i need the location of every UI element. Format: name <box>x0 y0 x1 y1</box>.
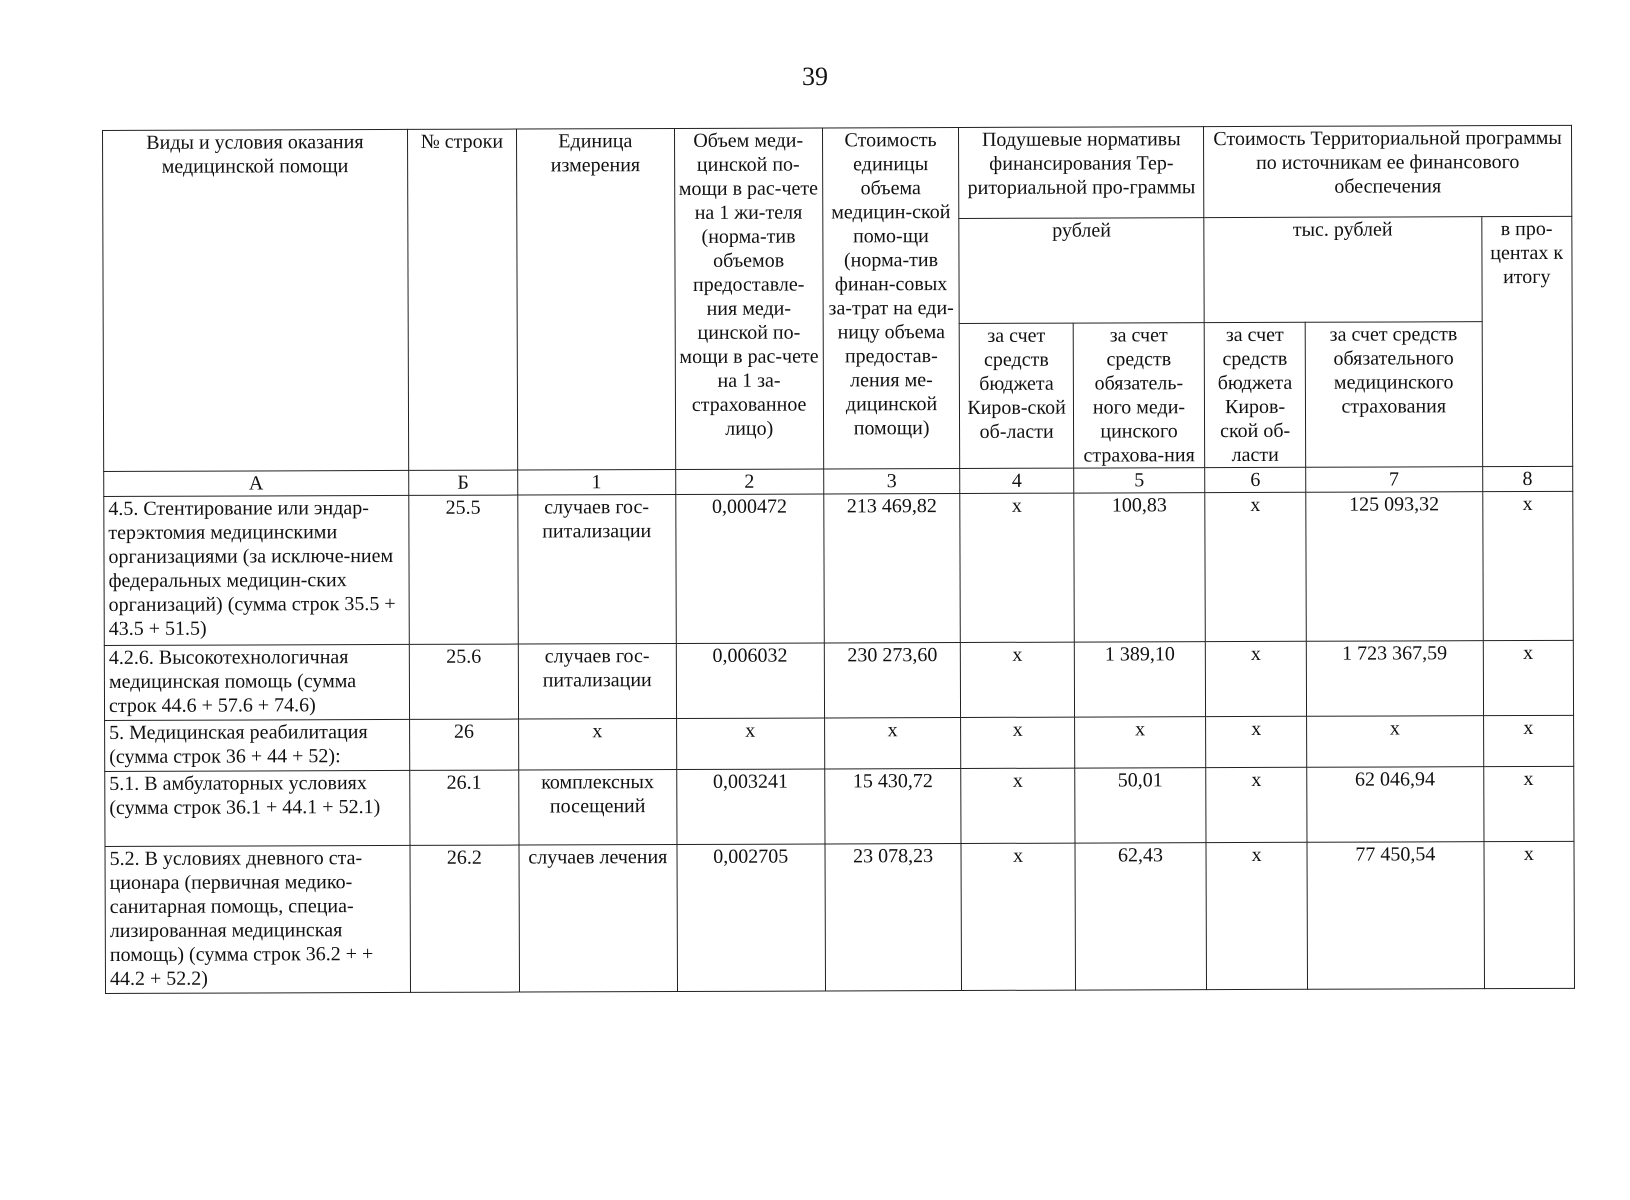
financing-table-container <box>102 125 1575 994</box>
row-number: 26.1 <box>409 770 519 845</box>
row-volume: 0,002705 <box>677 844 826 992</box>
row-unit: х <box>519 718 677 770</box>
column-number: 8 <box>1482 466 1573 491</box>
row-number: 26.2 <box>410 845 520 992</box>
header-cost: Стоимость единицы объема медицин-ской помо-щи (норма-тив финан-совых за-трат на еди-ницу объема предостав-ления ме-дицинской помощи) <box>822 128 960 469</box>
table-row <box>105 841 1575 993</box>
header-row-no: № строки <box>407 129 517 470</box>
row-pc-budget: х <box>961 843 1075 990</box>
row-volume: х <box>676 718 824 770</box>
row-pr-oms: 125 093,32 <box>1306 492 1483 642</box>
column-number: 4 <box>960 468 1074 493</box>
row-unit: случаев гос-питализации <box>518 643 676 719</box>
row-pr-oms: 62 046,94 <box>1307 767 1484 843</box>
row-cost: 230 273,60 <box>824 643 961 718</box>
row-pc-budget: х <box>961 642 1075 717</box>
row-pc-oms: х <box>1074 717 1206 768</box>
row-type: 5.2. В условиях дневного ста-ционара (первичная медико-санитарная помощь, специа-лизированная медицинская помощь) (сумма строк 36.2 + + 44.2 + 52.2) <box>105 845 410 993</box>
row-pc-oms: 50,01 <box>1075 768 1207 843</box>
table-row <box>105 715 1574 771</box>
row-type: 4.2.6. Высокотехнологичная медицинская помощь (сумма строк 44.6 + 57.6 + 74.6) <box>104 644 409 720</box>
row-type: 5. Медицинская реабилитация (сумма строк 36 + 44 + 52): <box>105 719 410 771</box>
header-pc-oms: за счет средств обязатель-ного меди-цинского страхова-ния <box>1073 323 1205 468</box>
row-percent: х <box>1483 715 1574 766</box>
header-program-cost-group: Стоимость Территориальной программы по источникам ее финансового обеспечения <box>1204 125 1572 217</box>
column-number: 7 <box>1306 467 1483 493</box>
page-number: 39 <box>802 62 828 91</box>
row-number: 26 <box>409 719 518 770</box>
column-number: 1 <box>518 470 676 496</box>
financing-table <box>102 125 1575 994</box>
row-percent: х <box>1483 640 1574 715</box>
row-percent: х <box>1483 766 1574 841</box>
row-percent: х <box>1484 841 1575 988</box>
column-number: А <box>104 470 409 496</box>
row-pr-oms: х <box>1307 716 1484 768</box>
header-percent: в про-центах к итогу <box>1481 216 1572 466</box>
row-pc-budget: х <box>961 717 1075 768</box>
row-volume: 0,006032 <box>676 643 824 719</box>
table-row <box>104 640 1573 720</box>
row-unit: комплексных посещений <box>519 769 677 845</box>
row-pc-oms: 100,83 <box>1074 493 1206 642</box>
header-volume: Объем меди-цинской по-мощи в рас-чете на 1 жи-теля (норма-тив объемов предоставле-ния меди-цинской по-мощи в рас-чете на 1 за-страхованное лицо) <box>674 128 823 470</box>
row-pr-budget: х <box>1206 767 1307 842</box>
row-type: 4.5. Стентирование или эндар-терэктомия медицинскими организациями (за исключе-нием федеральных медицин-ских организаций) (сумма строк 35.5 + 43.5 + 51.5) <box>104 495 409 645</box>
column-number: 2 <box>675 469 823 495</box>
row-percent: х <box>1482 491 1573 640</box>
row-volume: 0,003241 <box>676 769 824 845</box>
header-row-1 <box>103 125 1572 221</box>
row-cost: 213 469,82 <box>824 494 961 643</box>
header-rubles: рублей <box>959 218 1204 324</box>
header-pr-oms: за счет средств обязательного медицинского страхования <box>1305 322 1482 468</box>
row-pc-budget: х <box>960 493 1074 642</box>
row-unit: случаев гос-питализации <box>518 495 676 645</box>
table-row <box>105 766 1574 846</box>
column-number: 6 <box>1205 467 1306 492</box>
header-thousand-rubles: тыс. рублей <box>1204 217 1482 323</box>
row-pr-budget: х <box>1206 842 1307 989</box>
column-number: Б <box>408 470 517 495</box>
row-pc-budget: х <box>961 768 1075 843</box>
row-pr-oms: 77 450,54 <box>1307 842 1484 990</box>
header-per-capita-group: Подушевые нормативы финансирования Тер-риториальной про-граммы <box>959 127 1204 219</box>
row-unit: случаев лечения <box>519 844 677 992</box>
row-pc-oms: 62,43 <box>1075 843 1207 990</box>
row-pc-oms: 1 389,10 <box>1074 642 1206 717</box>
row-volume: 0,000472 <box>675 494 824 644</box>
column-number: 5 <box>1073 468 1204 493</box>
row-type: 5.1. В амбулаторных условиях (сумма строк 36.1 + 44.1 + 52.1) <box>105 770 410 846</box>
header-pr-budget: за счет средств бюджета Киров-ской об-ласти <box>1204 322 1305 467</box>
header-type: Виды и условия оказания медицинской помощи <box>103 129 409 471</box>
row-cost: 15 430,72 <box>824 769 961 844</box>
table-row <box>104 491 1574 645</box>
row-cost: 23 078,23 <box>825 844 962 991</box>
row-pr-budget: х <box>1205 641 1306 716</box>
row-cost: х <box>824 718 961 769</box>
row-pr-budget: х <box>1206 716 1307 767</box>
row-pr-budget: х <box>1205 492 1306 641</box>
header-unit: Единица измерения <box>516 129 675 471</box>
column-number: 3 <box>823 469 960 494</box>
header-pc-budget: за счет средств бюджета Киров-ской об-ласти <box>960 323 1074 468</box>
row-number: 25.5 <box>408 495 518 644</box>
row-pr-oms: 1 723 367,59 <box>1306 641 1483 717</box>
row-number: 25.6 <box>409 644 519 719</box>
